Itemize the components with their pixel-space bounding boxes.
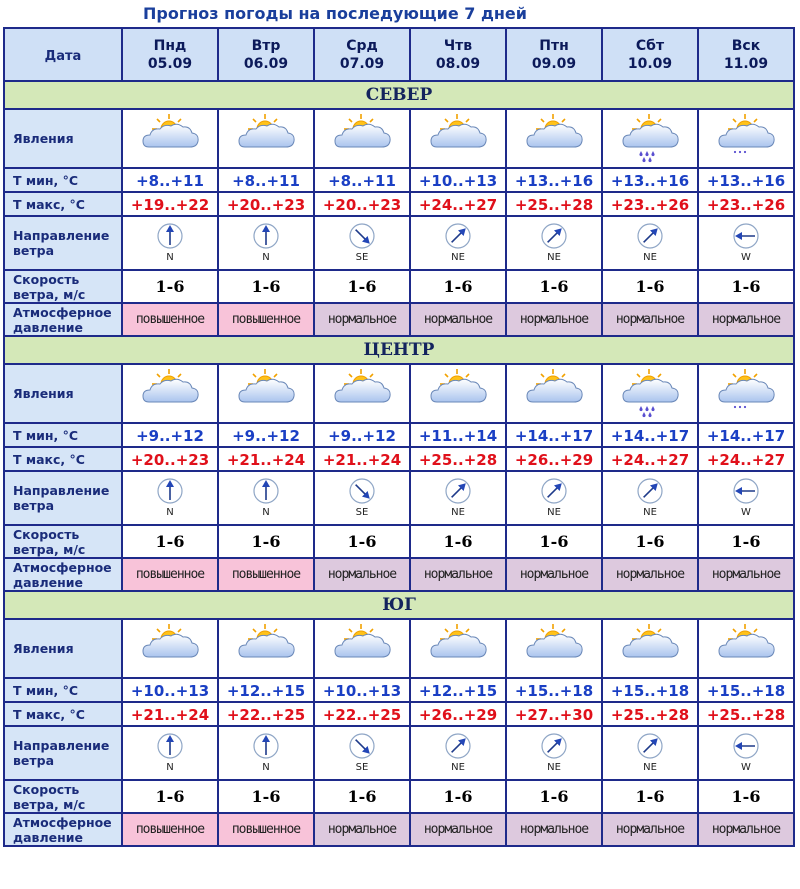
pressure-value: повышенное	[123, 304, 217, 335]
wind-direction-value: SE	[355, 762, 369, 773]
wind-direction-value: NE	[643, 762, 657, 773]
row-label-tmax: Т макс, °С	[5, 448, 121, 470]
region-header: ЮГ	[5, 592, 793, 618]
wind-speed-value: 1-6	[443, 532, 473, 551]
day-header	[123, 29, 217, 80]
region-header: ЦЕНТР	[5, 337, 793, 363]
tmax-value: +24..+27	[610, 450, 690, 469]
tmax-value: +25..+28	[706, 705, 786, 724]
tmax-value: +25..+28	[418, 450, 498, 469]
wind-direction-value: N	[262, 762, 270, 773]
pressure-value: нормальное	[699, 814, 793, 845]
partly-cloudy-icon	[427, 658, 489, 677]
pressure-value: нормальное	[315, 559, 409, 590]
day-name: Чтв	[443, 37, 473, 54]
wind-speed-value: 1-6	[155, 787, 185, 806]
wind-direction-value: NE	[643, 507, 657, 518]
page-title: Прогноз погоды на последующие 7 дней	[143, 4, 527, 23]
day-date: 05.09	[147, 55, 193, 72]
day-date: 07.09	[339, 55, 385, 72]
row-label-phenomena: Явления	[5, 620, 121, 677]
tmax-value: +26..+29	[514, 450, 594, 469]
row-label-tmax: Т макс, °С	[5, 703, 121, 725]
row-label-wind-direction: Направление ветра	[5, 217, 121, 269]
day-date: 06.09	[243, 55, 289, 72]
region-header: СЕВЕР	[5, 82, 793, 108]
tmin-value: +15..+18	[610, 681, 690, 700]
tmin-value: +14..+17	[706, 426, 786, 445]
wind-speed-value: 1-6	[347, 277, 377, 296]
tmin-value: +15..+18	[706, 681, 786, 700]
tmax-value: +25..+28	[514, 195, 594, 214]
wind-direction-value: SE	[355, 507, 369, 518]
tmin-value: +11..+14	[418, 426, 498, 445]
day-name: Срд	[346, 37, 378, 54]
tmin-value: +10..+13	[130, 681, 210, 700]
row-label-pressure: Атмосферное давление	[5, 814, 121, 845]
tmax-value: +24..+27	[418, 195, 498, 214]
wind-speed-value: 1-6	[155, 277, 185, 296]
cloud-drizzle-icon	[715, 403, 777, 422]
day-header	[699, 29, 793, 80]
tmin-value: +12..+15	[418, 681, 498, 700]
partly-cloudy-icon	[139, 403, 201, 422]
tmax-value: +21..+24	[130, 705, 210, 724]
tmin-value: +12..+15	[226, 681, 306, 700]
tmax-value: +25..+28	[610, 705, 690, 724]
tmin-value: +14..+17	[610, 426, 690, 445]
pressure-value: нормальное	[699, 559, 793, 590]
partly-cloudy-icon	[715, 658, 777, 677]
day-header	[219, 29, 313, 80]
partly-cloudy-icon	[139, 658, 201, 677]
wind-direction-value: W	[741, 252, 751, 263]
wind-speed-value: 1-6	[251, 532, 281, 551]
row-label-tmin: Т мин, °С	[5, 169, 121, 191]
wind-speed-value: 1-6	[731, 277, 761, 296]
partly-cloudy-icon	[619, 658, 681, 677]
pressure-value: нормальное	[603, 559, 697, 590]
date-header-label: Дата	[44, 49, 82, 64]
tmax-value: +23..+26	[706, 195, 786, 214]
row-label-tmin: Т мин, °С	[5, 679, 121, 701]
wind-direction-value: N	[262, 252, 270, 263]
day-name: Сбт	[635, 37, 665, 54]
pressure-value: нормальное	[411, 814, 505, 845]
tmin-value: +9..+12	[136, 426, 204, 445]
wind-speed-value: 1-6	[635, 277, 665, 296]
tmax-value: +20..+23	[130, 450, 210, 469]
partly-cloudy-icon	[427, 403, 489, 422]
tmin-value: +8..+11	[136, 171, 204, 190]
wind-speed-value: 1-6	[347, 532, 377, 551]
tmax-value: +21..+24	[322, 450, 402, 469]
partly-cloudy-icon	[235, 403, 297, 422]
pressure-value: нормальное	[603, 304, 697, 335]
tmax-value: +20..+23	[226, 195, 306, 214]
wind-speed-value: 1-6	[251, 277, 281, 296]
wind-speed-value: 1-6	[251, 787, 281, 806]
wind-direction-value: N	[262, 507, 270, 518]
pressure-value: нормальное	[507, 814, 601, 845]
day-name: Пнд	[153, 37, 187, 54]
day-name: Вск	[731, 37, 761, 54]
day-header	[411, 29, 505, 80]
tmin-value: +8..+11	[232, 171, 300, 190]
wind-speed-value: 1-6	[155, 532, 185, 551]
wind-speed-value: 1-6	[731, 787, 761, 806]
tmax-value: +23..+26	[610, 195, 690, 214]
row-label-wind-direction: Направление ветра	[5, 727, 121, 779]
day-date: 09.09	[531, 55, 577, 72]
partly-cloudy-icon	[427, 148, 489, 167]
day-name: Втр	[251, 37, 281, 54]
wind-direction-value: W	[741, 762, 751, 773]
wind-speed-value: 1-6	[539, 277, 569, 296]
tmax-value: +22..+25	[226, 705, 306, 724]
day-date: 08.09	[435, 55, 481, 72]
partly-cloudy-icon	[235, 658, 297, 677]
partly-cloudy-icon	[523, 148, 585, 167]
partly-cloudy-icon	[331, 658, 393, 677]
wind-speed-value: 1-6	[539, 787, 569, 806]
pressure-value: нормальное	[315, 814, 409, 845]
day-header	[507, 29, 601, 80]
row-label-tmin: Т мин, °С	[5, 424, 121, 446]
cloud-rain-icon	[619, 148, 681, 167]
tmax-value: +27..+30	[514, 705, 594, 724]
day-date: 11.09	[723, 55, 769, 72]
pressure-value: нормальное	[411, 304, 505, 335]
tmin-value: +13..+16	[514, 171, 594, 190]
partly-cloudy-icon	[139, 148, 201, 167]
wind-direction-value: SE	[355, 252, 369, 263]
pressure-value: нормальное	[603, 814, 697, 845]
pressure-value: нормальное	[507, 559, 601, 590]
row-label-phenomena: Явления	[5, 110, 121, 167]
tmax-value: +21..+24	[226, 450, 306, 469]
row-label-pressure: Атмосферное давление	[5, 559, 121, 590]
wind-direction-value: N	[166, 252, 174, 263]
wind-direction-value: NE	[451, 762, 465, 773]
tmax-value: +24..+27	[706, 450, 786, 469]
tmax-value: +20..+23	[322, 195, 402, 214]
tmin-value: +9..+12	[328, 426, 396, 445]
cloud-rain-icon	[619, 403, 681, 422]
partly-cloudy-icon	[235, 148, 297, 167]
pressure-value: нормальное	[315, 304, 409, 335]
wind-speed-value: 1-6	[443, 277, 473, 296]
wind-speed-value: 1-6	[731, 532, 761, 551]
date-header	[5, 29, 121, 80]
tmin-value: +13..+16	[610, 171, 690, 190]
wind-direction-value: NE	[643, 252, 657, 263]
tmin-value: +10..+13	[322, 681, 402, 700]
day-date: 10.09	[627, 55, 673, 72]
row-label-phenomena: Явления	[5, 365, 121, 422]
partly-cloudy-icon	[523, 403, 585, 422]
wind-direction-value: NE	[547, 762, 561, 773]
day-name: Птн	[539, 37, 569, 54]
row-label-tmax: Т макс, °С	[5, 193, 121, 215]
pressure-value: повышенное	[219, 559, 313, 590]
wind-direction-value: NE	[547, 252, 561, 263]
wind-direction-value: W	[741, 507, 751, 518]
tmin-value: +15..+18	[514, 681, 594, 700]
wind-speed-value: 1-6	[443, 787, 473, 806]
pressure-value: нормальное	[411, 559, 505, 590]
wind-direction-value: N	[166, 762, 174, 773]
wind-direction-value: N	[166, 507, 174, 518]
tmin-value: +13..+16	[706, 171, 786, 190]
cloud-drizzle-icon	[715, 148, 777, 167]
pressure-value: повышенное	[123, 814, 217, 845]
tmax-value: +22..+25	[322, 705, 402, 724]
tmax-value: +19..+22	[130, 195, 210, 214]
pressure-value: повышенное	[219, 304, 313, 335]
pressure-value: повышенное	[219, 814, 313, 845]
forecast-table	[3, 27, 795, 847]
wind-speed-value: 1-6	[635, 532, 665, 551]
wind-speed-value: 1-6	[539, 532, 569, 551]
tmin-value: +10..+13	[418, 171, 498, 190]
pressure-value: повышенное	[123, 559, 217, 590]
wind-direction-value: NE	[451, 252, 465, 263]
row-label-wind-speed: Скорость ветра, м/с	[5, 526, 121, 557]
row-label-wind-speed: Скорость ветра, м/с	[5, 781, 121, 812]
pressure-value: нормальное	[507, 304, 601, 335]
row-label-pressure: Атмосферное давление	[5, 304, 121, 335]
partly-cloudy-icon	[331, 403, 393, 422]
partly-cloudy-icon	[331, 148, 393, 167]
tmin-value: +8..+11	[328, 171, 396, 190]
day-header	[603, 29, 697, 80]
wind-direction-value: NE	[451, 507, 465, 518]
wind-speed-value: 1-6	[635, 787, 665, 806]
wind-direction-value: NE	[547, 507, 561, 518]
row-label-wind-direction: Направление ветра	[5, 472, 121, 524]
pressure-value: нормальное	[699, 304, 793, 335]
tmin-value: +14..+17	[514, 426, 594, 445]
wind-speed-value: 1-6	[347, 787, 377, 806]
row-label-wind-speed: Скорость ветра, м/с	[5, 271, 121, 302]
day-header	[315, 29, 409, 80]
tmin-value: +9..+12	[232, 426, 300, 445]
partly-cloudy-icon	[523, 658, 585, 677]
tmax-value: +26..+29	[418, 705, 498, 724]
